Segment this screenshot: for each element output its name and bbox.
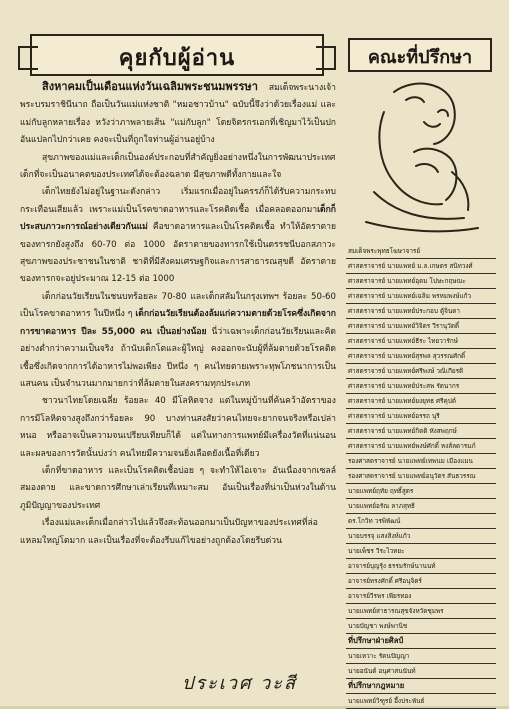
paragraph-1 xyxy=(20,78,336,150)
advisory-member: นายเพ็ชร วีระไวทยะ xyxy=(346,544,496,559)
advisory-member: นายอนันต์ อนุศาสนนันท์ xyxy=(346,664,496,679)
advisory-member: ศาสตราจารย์ นายแพทย์ ม.ล.เกษตร สนิทวงศ์ xyxy=(346,259,496,274)
paragraph-7: เรื่องแม่และเด็กเมื่อกล่าวไปแล้วจึงสะท้อนออกมาเป็นปัญหาของประเทศที่ล่อแหลมใหญ่โตมาก และเป็นเรื่องที่จะต้องรีบแก้ไขอย่างถูกต้องโดยรีบด่วน xyxy=(20,518,318,546)
advisory-section-heading: ที่ปรึกษาฝ่ายศิลป์ xyxy=(346,634,496,649)
advisory-title: คณะที่ปรึกษา xyxy=(367,47,473,68)
advisory-member: ศาสตราจารย์ นายแพทย์ประสพ รัตนากร xyxy=(346,379,496,394)
advisory-member: ศาสตราจารย์ นายแพทย์ศรีพงษ์ วณิเกียรติ xyxy=(346,364,496,379)
paragraph-4-emphasis: เด็กก่อนวัยเรียนต้องล้มแก่ความตายด้วยโรคซึ่งเกิดจากการขาดอาหาร ปีละ 55,000 คน เป็นอย่างน้อย xyxy=(20,309,336,337)
lead-sentence: สิงหาคมเป็นเดือนแห่งวันเฉลิมพระชนมพรรษา xyxy=(42,80,258,93)
editorial-body xyxy=(20,78,336,550)
editorial-title: คุยกับผู้อ่าน xyxy=(118,45,236,71)
advisory-member: ศาสตราจารย์ นายแพทย์กิตติ หังสพฤกษ์ xyxy=(346,424,496,439)
advisory-member: นายแพทย์ฤทัย ฤทธิ์สูตร xyxy=(346,484,496,499)
paragraph-3-part-c: คือขาดอาหารและเป็นโรคติดเชื้อ ทำให้อัตราตายของทารกยังสูงถึง 60-70 ต่อ 1000 อัตราตายของทารกใช้เป็นดรรชนีบอกสภาวะสุขภาพของประชาชนในชาติ ชาติที่มีสังคมเศรษฐกิจและการสาธารณสุขดี อัตราตายของทารกจะอยู่ประมาณ 12-15 ต่อ 1000 xyxy=(20,222,336,285)
advisory-member: ศาสตราจารย์ นายแพทย์เฉลิม พรหมพงษ์แก้ว xyxy=(346,289,496,304)
paragraph-3-emphasis: เด็กก็ประสบภาวะการณ์อย่างเดียวกันแม่ xyxy=(20,204,336,233)
advisory-member-list xyxy=(346,244,496,709)
advisory-member: ศาสตราจารย์ นายแพทย์ประกอบ ตู้จินดา xyxy=(346,304,496,319)
advisory-member: อาจารย์ทรงศักดิ์ ศรีอนุจิตร์ xyxy=(346,574,496,589)
advisory-board-column xyxy=(346,34,496,705)
mother-and-child-illustration xyxy=(354,72,484,240)
advisory-member: ศาสตราจารย์ นายแพทย์ธีระ ไทยวารักษ์ xyxy=(346,334,496,349)
advisory-section-heading: ที่ปรึกษากฎหมาย xyxy=(346,679,496,694)
advisory-member: รองศาสตราจารย์ นายแพทย์อนุวัตร สันธวรรณ xyxy=(346,469,496,484)
signature: ประเวศ วะสี xyxy=(182,673,297,694)
advisory-member: ศาสตราจารย์ นายแพทย์ยงยุทธ ศรีคุปต์ xyxy=(346,394,496,409)
advisory-member: ศาสตราจารย์ นายแพทย์อรรถ นุรี xyxy=(346,409,496,424)
paragraph-1-rest: สมเด็จพระนางเจ้า พระบรมราชินีนาถ ถือเป็นวันแม่แห่งชาติ "หมอชาวบ้าน" ฉบับนี้จึงว่าด้วยเรื่องแม่ และแม่กับลูกหลายเรื่อง หวังว่าภาพลายเส้น "แม่กับลูก" โดยจิตรกรเอกที่เชิญมาไว้เป็นปกอันแปลกไปกว่าเคย คงจะเป็นที่ถูกใจท่านผู้อ่านอยู่บ้าง xyxy=(20,83,336,146)
editorial-column xyxy=(12,28,342,694)
advisory-title-banner xyxy=(348,38,492,72)
advisory-member: นายบัญชา พงษ์พานิช xyxy=(346,619,496,634)
advisory-member: สมเด็จพระพุทธโฆษาจารย์ xyxy=(346,244,496,259)
paragraph-3 xyxy=(20,184,336,288)
paragraph-5: ชาวนาไทยโดยเฉลี่ย ร้อยละ 40 มีโลหิตจาง แต่ในหมู่บ้านที่ค้นคว้าอัตราของการมีโลหิตจางสูงถึงกว่าร้อยละ 90 บางท่านสงสัยว่าคนไทยจะยากจนจริงหรือเปล่าหนอ หรืออาจเป็นความจนเปรียบเทียบก็ได้ แต่ในทางการแพทย์มีเครื่องวัดที่แน่นอน และผลของการวัดนั้นบ่งว่า คนไทยมีความจนยิ่งเลือดยังเนื้อที่เดียว xyxy=(20,396,336,459)
paragraph-3-part-a: เด็กไทยยังไม่อยู่ในฐานะดังกล่าว เริ่มแรกเมื่ออยู่ในครรภ์ก็ได้รับความกระทบกระเทือนเสียแล้ว เพราะแม่เป็นโรคขาดอาหารและโรคติดเชื้อ เมื่อคลอดออกมา xyxy=(20,187,336,215)
advisory-member: ศาสตราจารย์ นายแพทย์อุดม โปษะกฤษณะ xyxy=(346,274,496,289)
advisory-member: ศาสตราจารย์ นายแพทย์สุรพล สุวรรณศักดิ์ xyxy=(346,349,496,364)
advisory-member: ศาสตราจารย์ นายแพทย์พงษ์ศักดิ์ หงส์ลดารมภ์ xyxy=(346,439,496,454)
advisory-member: นายแพทย์อรัณ ลาภสุทธิ xyxy=(346,499,496,514)
advisory-member: ดร.โกวิท วรพิพัฒน์ xyxy=(346,514,496,529)
advisory-member: อาจารย์วีรพร เพียรทอง xyxy=(346,589,496,604)
paragraph-2: สุขภาพของแม่และเด็กเป็นองค์ประกอบที่สำคัญยิ่งอย่างหนึ่งในการพัฒนาประเทศ เด็กที่จะเป็นอนาคตของประเทศได้จะต้องฉลาด มีสุขภาพดีทั้งกายและใจ xyxy=(20,152,336,181)
editorial-title-banner xyxy=(30,34,324,76)
advisory-member: ศาสตราจารย์ นายแพทย์วิจิตร วีรานุวัตติ์ xyxy=(346,319,496,334)
paragraph-4 xyxy=(20,289,336,393)
advisory-member: นายบรรจุ แสงสิงห์แก้ว xyxy=(346,529,496,544)
paragraph-6: เด็กที่ขาดอาหาร และเป็นโรคติดเชื้อบ่อย ๆ จะทำให้ไอเจาะ อันเนื่องจากเซลล์สมองตาย และขาดการศึกษาเล่าเรียนที่เหมาะสม อันเป็นเรื่องที่น่าเป็นห่วงในด้านภูมิปัญญาของประเทศ xyxy=(20,465,336,511)
advisory-member: รองศาสตราจารย์ นายแพทย์เทพนม เมืองแมน xyxy=(346,454,496,469)
paragraph-4-part-c: นี่ว่าเฉพาะเด็กก่อนวัยเรียนและคิดอย่างต่ำกว่าความเป็นจริง ถ้านับเด็กโตและผู้ใหญ่ คงออกจะนับผู้ที่ล้มตายด้วยโรคติดเชื้อซึ่งเกิดจากการได้อาหารไม่พอเพียง ปีหนึ่ง ๆ คนไทยตายเพราะทุพโภชนาการเป็นแสนคน เป็นจำนวนมากมายกว่าที่ล้มตายในสงครามทุกประเภท xyxy=(20,326,336,389)
paragraph-4-part-a: เด็กก่อนวัยเรียนในชนบทร้อยละ 70-80 และเด็กสลัมในกรุงเทพฯ ร้อยละ 50-60 เป็นโรคขาดอาหาร ในปีหนึ่ง ๆ xyxy=(20,291,336,320)
advisory-member: นายเหวาะ รัตนปัญญา xyxy=(346,649,496,664)
advisory-member: นายแพทย์สาธารณสุขจังหวัดชุมพร xyxy=(346,604,496,619)
advisory-member: อาจารย์บุญรุ้ง ธรรมรักษ์นานนท์ xyxy=(346,559,496,574)
advisory-member: นายแพทย์วิฑูรย์ อึ้งประพันธ์ xyxy=(346,694,496,709)
